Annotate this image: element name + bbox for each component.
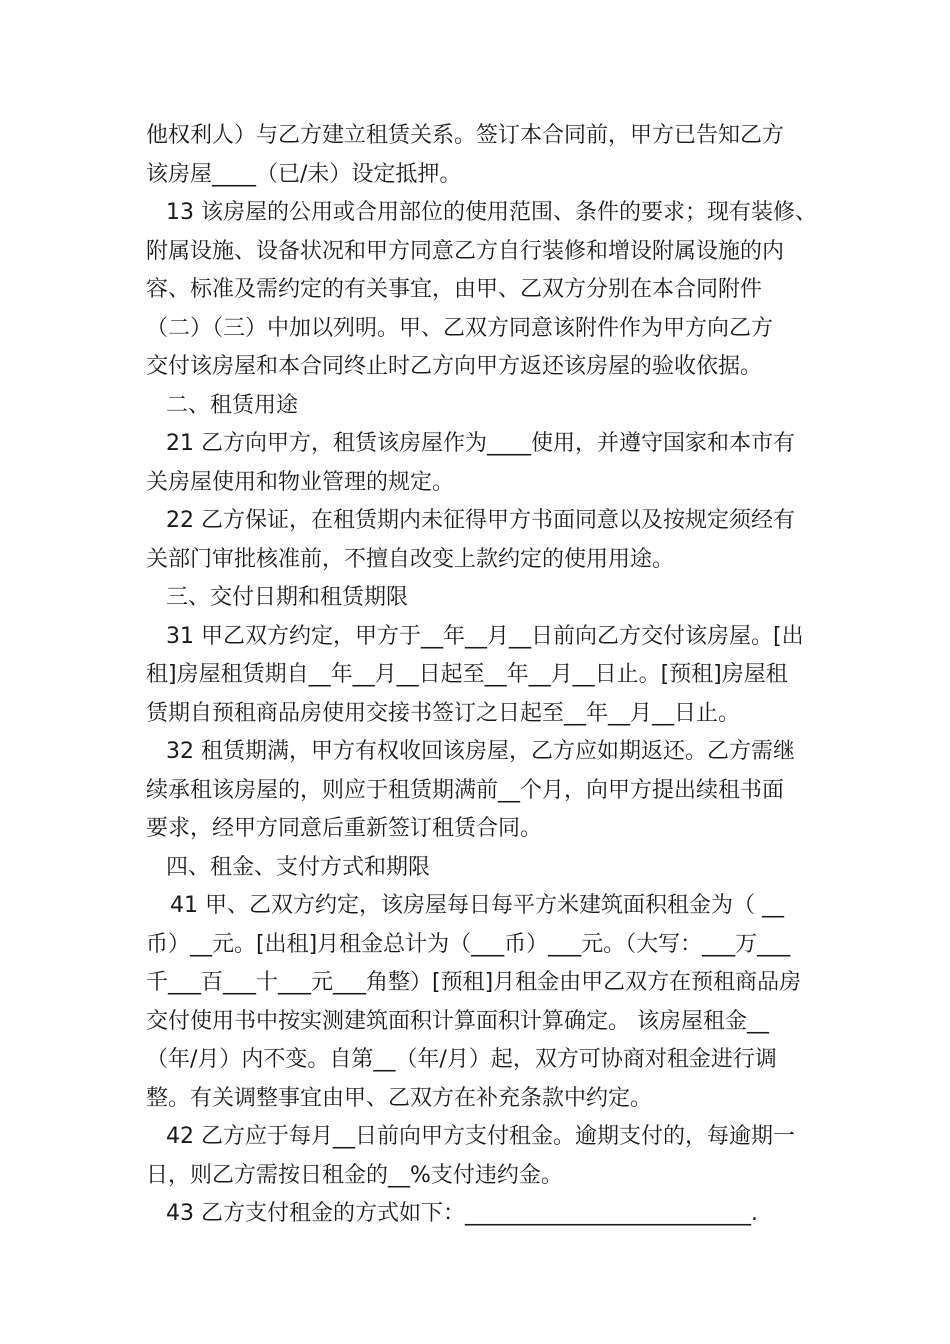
text-line: 该房屋____（已/未）设定抵押。 (146, 161, 462, 187)
text-line: （年/月）内不变。自第__（年/月）起，双方可协商对租金进行调 (146, 1047, 777, 1072)
text-line: （二）（三）中加以列明。甲、乙双方同意该附件作为甲方向乙方 (146, 315, 774, 341)
text-line: 42 乙方应于每月__日前向甲方支付租金。逾期支付的，每逾期一 (166, 1124, 795, 1149)
clause-3-1 (146, 618, 814, 734)
text-line: 租]房屋租赁期自__年__月__日起至__年__月__日止。[预租]房屋租 (146, 662, 788, 687)
clause-3-2 (146, 733, 814, 849)
text-line: 22 乙方保证，在租赁期内未征得甲方书面同意以及按规定须经有 (166, 508, 795, 533)
clause-2-2 (146, 502, 814, 579)
section-heading: 四、租金、支付方式和期限 (166, 854, 431, 880)
text-line: 21 乙方向甲方，租赁该房屋作为____使用，并遵守国家和本市有 (166, 431, 795, 456)
text-line: 43 乙方支付租金的方式如下：__________________________. (166, 1201, 758, 1226)
clause-4-2 (146, 1118, 814, 1195)
text-line: 交付该房屋和本合同终止时乙方向甲方返还该房屋的验收依据。 (146, 354, 763, 379)
text-line: 13 该房屋的公用或合用部位的使用范围、条件的要求；现有装修、 (166, 200, 817, 225)
text-line: 整。有关调整事宜由甲、乙双方在补充条款中约定。 (146, 1085, 653, 1111)
clause-4-1 (146, 887, 814, 1118)
text-line: 千___百___十___元___角整）[预租]月租金由甲乙双方在预租商品房 (146, 970, 802, 995)
text-line: 要求，经甲方同意后重新签订租赁合同。 (146, 816, 543, 841)
text-line: 赁期自预租商品房使用交接书签订之日起至__年__月__日止。 (146, 700, 741, 726)
clause-1-3 (146, 194, 817, 387)
text-line: 31 甲乙双方约定，甲方于__年__月__日前向乙方交付该房屋。[出 (166, 623, 804, 649)
text-line: 32 租赁期满，甲方有权收回该房屋，乙方应如期返还。乙方需继 (166, 739, 795, 764)
section-heading: 二、租赁用途 (166, 392, 299, 418)
text-line: 币）__元。[出租]月租金总计为（___币）___元。（大写：___万___ (146, 931, 791, 957)
section-heading: 三、交付日期和租赁期限 (166, 585, 409, 610)
text-line: 关部门审批核准前，不擅自改变上款约定的使用用途。 (146, 546, 675, 572)
text-line: 关房屋使用和物业管理的规定。 (146, 469, 455, 495)
text-line: 附属设施、设备状况和甲方同意乙方自行装修和增设附属设施的内 (146, 238, 785, 264)
clause-4-3 (146, 1195, 814, 1234)
clause-2-1 (146, 425, 814, 502)
text-line: 日，则乙方需按日租金的__%支付违约金。 (146, 1162, 563, 1188)
paragraph-continuation (146, 117, 814, 194)
text-line: 容、标准及需约定的有关事宜，由甲、乙双方分别在本合同附件 (146, 277, 763, 302)
text-line: 41 甲、乙双方约定，该房屋每日每平方米建筑面积租金为（ __ (170, 893, 784, 918)
text-line: 他权利人）与乙方建立租赁关系。签订本合同前，甲方已告知乙方 (146, 123, 785, 148)
text-line: 交付使用书中按实测建筑面积计算面积计算确定。 该房屋租金__ (146, 1008, 769, 1034)
document-body (146, 117, 817, 1234)
text-line: 续承租该房屋的，则应于租赁期满前__个月，向甲方提出续租书面 (146, 777, 785, 803)
